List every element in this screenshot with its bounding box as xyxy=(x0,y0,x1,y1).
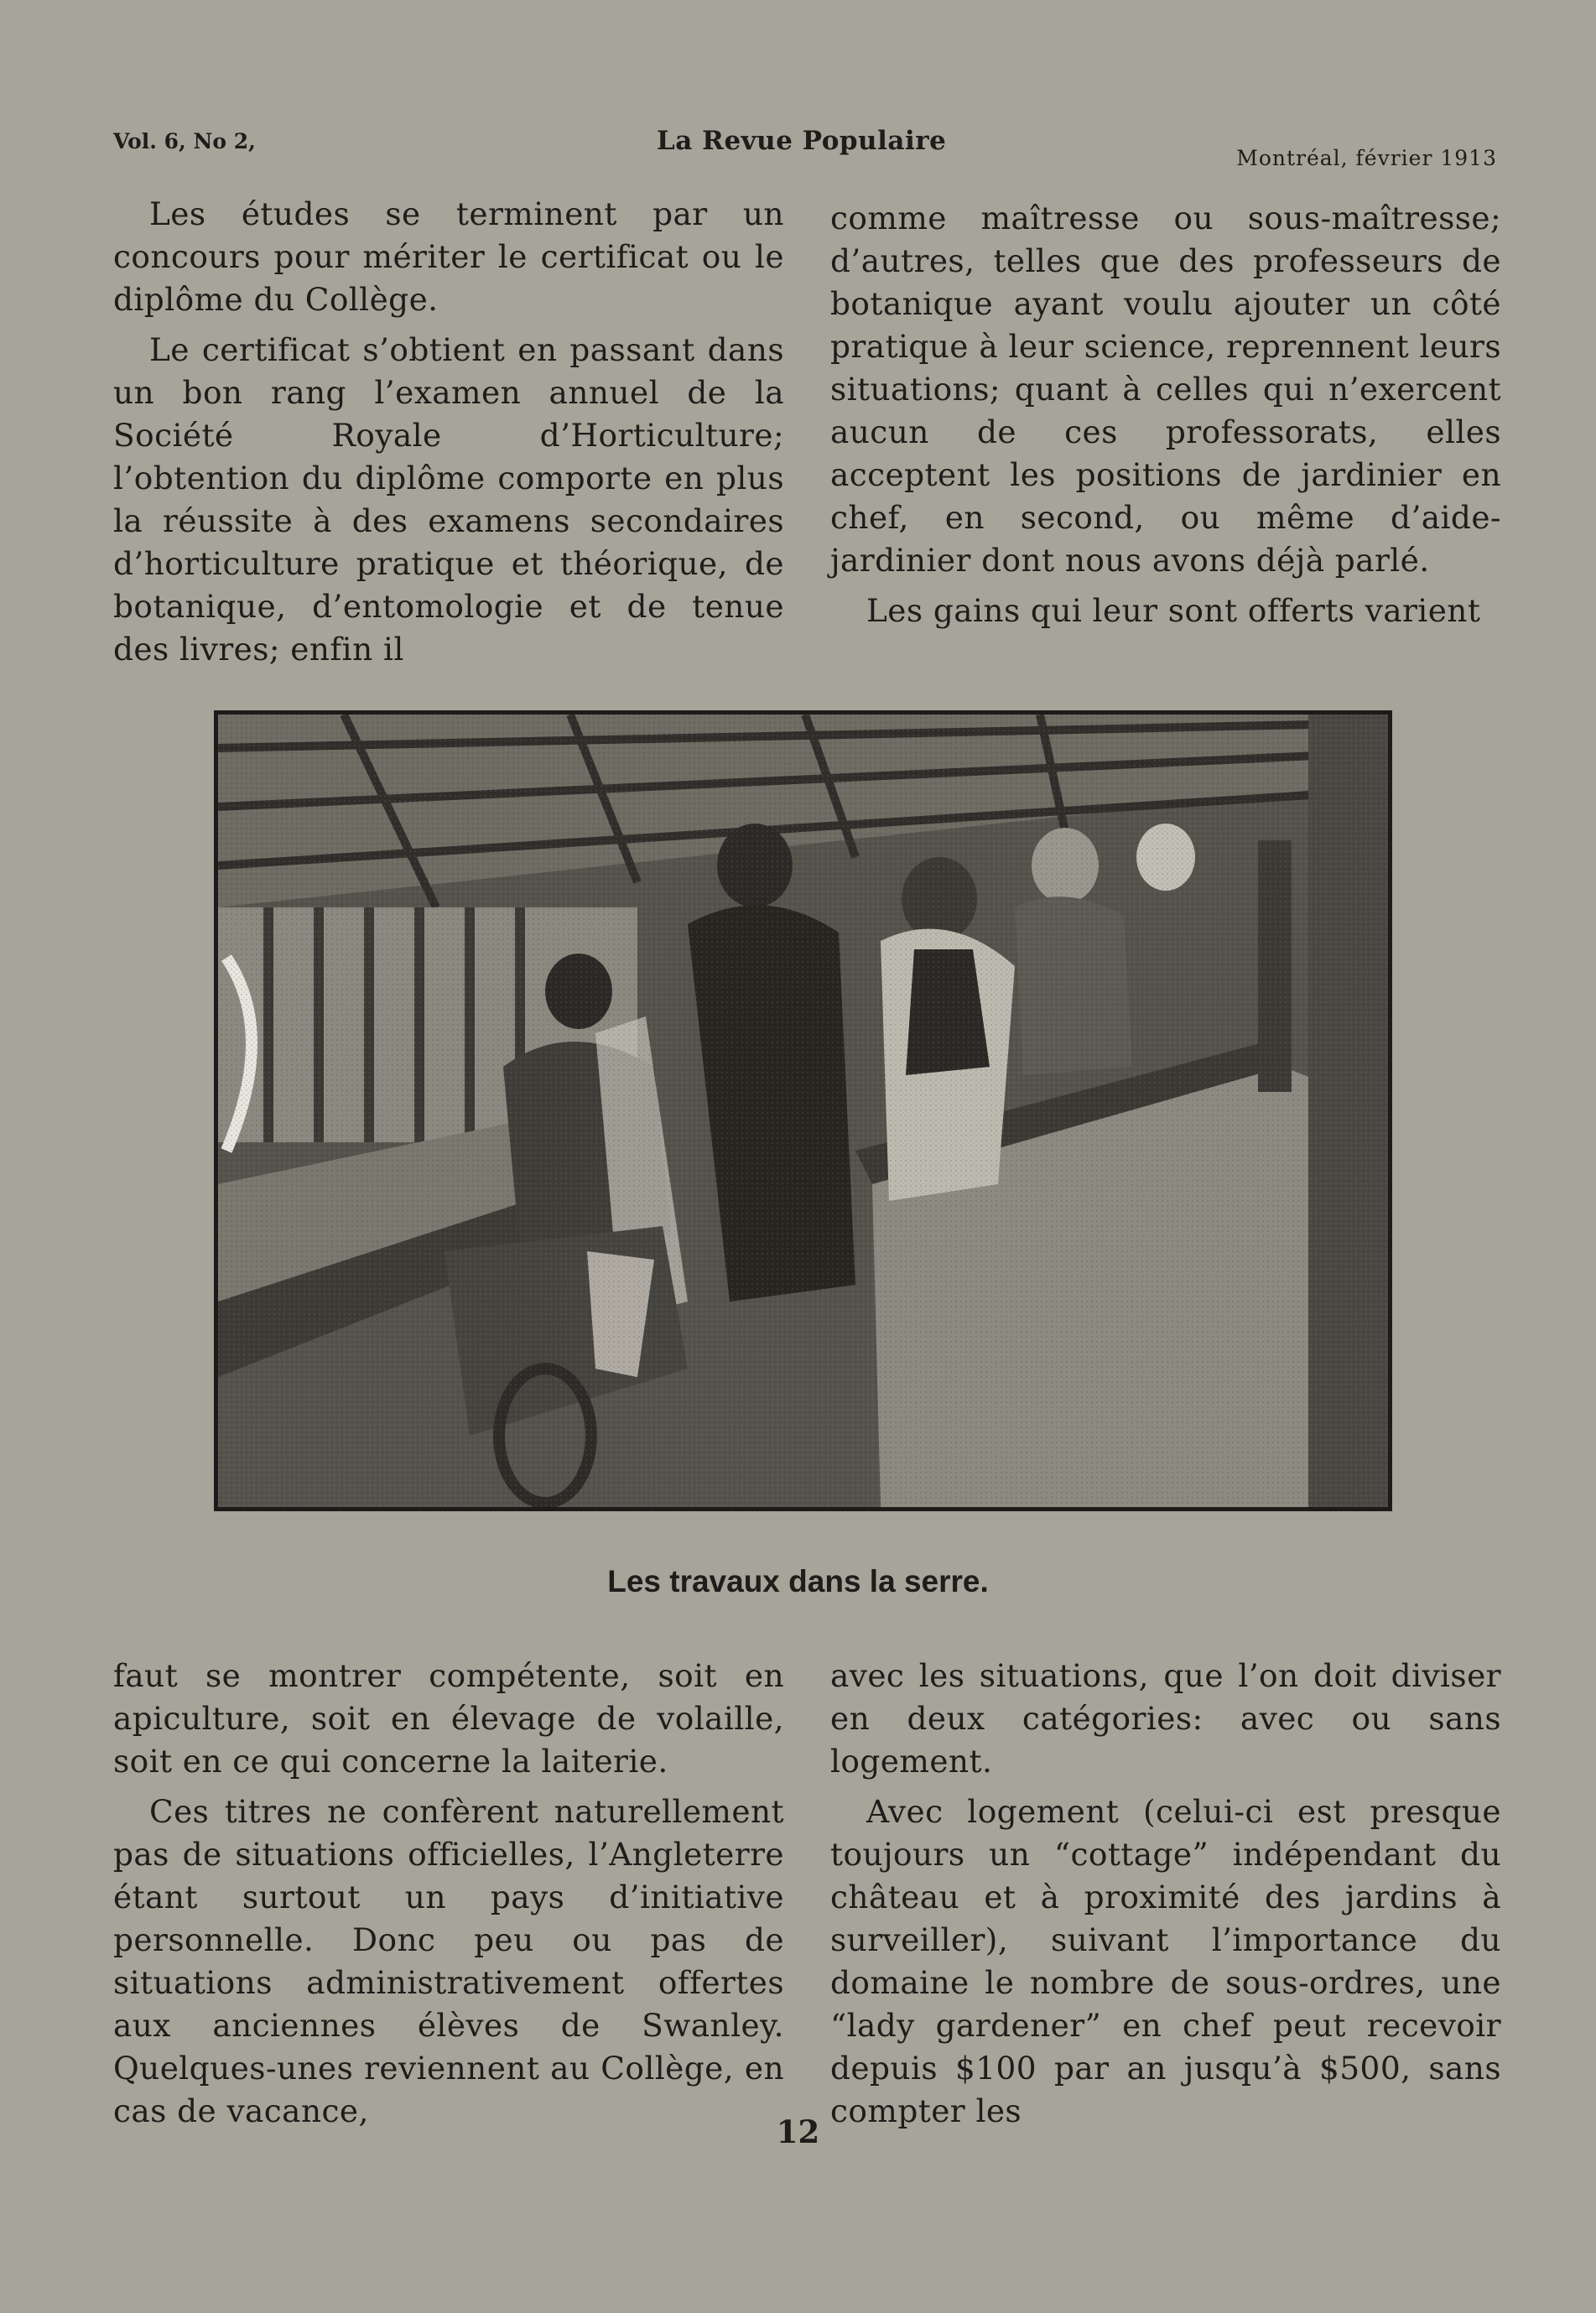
page-number: 12 xyxy=(776,2113,820,2150)
journal-title: La Revue Populaire xyxy=(657,126,947,156)
volume-number: Vol. 6, No 2, xyxy=(113,129,256,153)
photo-illustration xyxy=(218,715,1388,1507)
paragraph: Les gains qui leur sont offerts varient xyxy=(866,592,1481,629)
figure-caption: Les travaux dans la serre. xyxy=(607,1564,989,1598)
column-bottom-right xyxy=(830,1655,1501,2140)
paragraph: Ces titres ne confèrent naturellement pas de situations officielles, l’Angleterre étant surtout un pays d’initiative personnelle. Donc peu ou pas de situations administrativement offertes aux anciennes élèves de Swanley. Quelques-unes reviennent au Collège, en cas de vacance, xyxy=(113,1793,784,2129)
dateline: Montréal, février 1913 xyxy=(1236,146,1497,170)
column-top-right xyxy=(830,197,1501,640)
paragraph: comme maîtresse ou sous-maîtresse; d’autres, telles que des professeurs de botanique ayant voulu ajouter un côté pratique à leur science, reprennent leurs situations; quant à celles qui n’exercent aucun de ces professorats, elles acceptent les positions de jardinier en chef, en second, ou même d’aide-jardinier dont nous avons déjà parlé. xyxy=(830,200,1501,579)
paragraph: Les études se terminent par un concours pour mériter le certificat ou le diplôme du Collège. xyxy=(113,195,784,318)
paragraph: avec les situations, que l’on doit diviser en deux catégories: avec ou sans logement. xyxy=(830,1657,1501,1780)
column-bottom-left xyxy=(113,1655,784,2140)
paragraph: Le certificat s’obtient en passant dans un bon rang l’examen annuel de la Société Royale d’Horticulture; l’obtention du diplôme comporte en plus la réussite à des examens secondaires d’horticulture pratique et théorique, de botanique, d’entomologie et de tenue des livres; enfin il xyxy=(113,331,784,668)
paragraph: Avec logement (celui-ci est presque toujours un “cottage” indépendant du château et à proximité des jardins à surveiller), suivant l’importance du domaine le nombre de sous-ordres, une “lady gardener” en chef peut recevoir depuis $100 par an jusqu’à $500, sans compter les xyxy=(830,1793,1501,2129)
running-header xyxy=(113,126,1497,176)
greenhouse-photograph xyxy=(214,710,1392,1511)
paragraph: faut se montrer compétente, soit en apiculture, soit en élevage de volaille, soit en ce qui concerne la laiterie. xyxy=(113,1657,784,1780)
column-top-left xyxy=(113,193,784,678)
